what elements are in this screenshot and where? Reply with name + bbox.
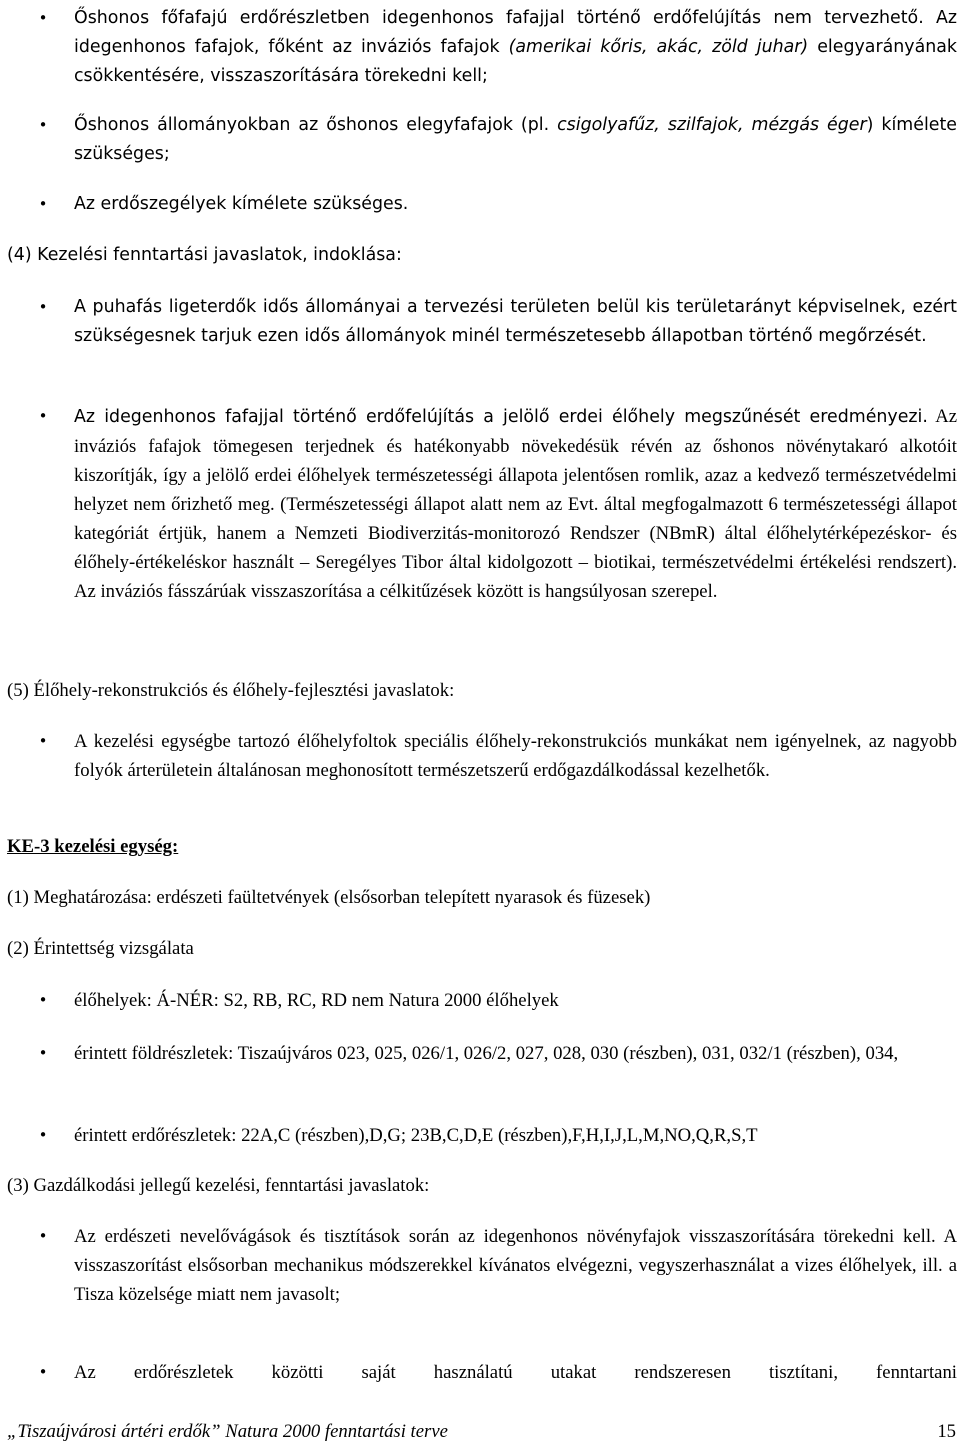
text-run: ) kímélete szükséges; [74,115,957,164]
bullet-marker: • [38,298,48,316]
bullet-marker: • [38,9,48,27]
footer-title: „Tiszaújvárosi ártéri erdők” Natura 2000 fenntartási terve [7,1421,448,1442]
text-run: Az inváziós fafajok tömegesen terjednek és hatékonyabb növekedésük révén az őshonos növénytakaró alkotóit kiszorítják, így a jelölő erdei élőhelyek természetességi állapota jelentősen romlik, azaz a kedvező természetvédelmi helyzet nem őrizhető meg. (Természetességi állapot alatt nem az Evt. által megfogalmazott 6 természetességi állapot kategóriát értjük, hanem a Nemzeti Biodiverzitás-monitorozó Rendszer (NBmR) által élőhelytérképezéskor- és élőhely-értékeléskor használt – Seregélyes Tibor által kidolgozott – biotikai, természetvédelmi értékelési rendszert). Az inváziós fásszárúak visszaszorítása a célkitűzések között is hangsúlyosan szerepel. [74,406,957,602]
paragraph-text: Az erdészeti nevelővágások és tisztítások során az idegenhonos növényfajok visszaszorítására törekedni kell. A visszaszorítást elsősorban mechanikus módszerekkel kívánatos elvégezni, vegyszerhasználat a vizes élőhelyek, ill. a Tisza közelsége miatt nem javasolt; [74,1226,957,1305]
bullet-marker: • [38,1227,48,1245]
list-item [74,111,957,169]
page-number: 15 [937,1421,956,1442]
text-run: Őshonos főfafajú erdőrészletben idegenhonos fafajjal történő erdőfelújítás nem tervezhető. Az idegenhonos fafajok, főként az inváziós fafajok [74,8,957,57]
list-item [74,1121,957,1150]
section-heading: (3) Gazdálkodási jellegű kezelési, fenntartási javaslatok: [7,1175,430,1196]
italic-species-names: (amerikai kőris, akác, zöld juhar) [508,37,809,57]
paragraph-text: A puhafás ligeterdők idős állományai a tervezési területen belül kis területarányt képviselnek, ezért szükségesnek tarjuk ezen idős állományok minél természetesebb állapotban történő megőrzését. [74,297,957,346]
italic-species-names: csigolyafűz, szilfajok, mézgás éger [557,115,867,135]
paragraph-text: Az erdőszegélyek kímélete szükséges. [74,194,409,214]
bullet-marker: • [38,195,48,213]
list-item [74,4,957,91]
paragraph-text: érintett földrészletek: Tiszaújváros 023, 025, 026/1, 026/2, 027, 028, 030 (részben), 031, 032/1 (részben), 034, [74,1043,899,1064]
bullet-marker: • [38,407,48,425]
bullet-marker: • [38,732,48,750]
text-run: elegyarányának csökkentésére, visszaszorítására törekedni kell; [74,37,957,86]
list-item [74,190,957,219]
list-item [74,402,957,606]
paragraph-text: élőhelyek: Á-NÉR: S2, RB, RC, RD nem Natura 2000 élőhelyek [74,990,559,1011]
management-unit-title: KE-3 kezelési egység: [7,836,179,857]
paragraph-text: A kezelési egységbe tartozó élőhelyfoltok speciális élőhely-rekonstrukciós munkákat nem igényelnek, az nagyobb folyók árterületein általánosan meghonosított természetszerű erdőgazdálkodással kezelhetők. [74,731,957,781]
text-run: Az idegenhonos fafajjal történő erdőfelújítás a jelölő erdei élőhely megszűnését eredményezi. [74,407,928,427]
list-item [74,1222,957,1309]
section-heading: (2) Érintettség vizsgálata [7,938,194,959]
list-item [74,727,957,785]
section-heading: (4) Kezelési fenntartási javaslatok, indoklása: [7,245,402,265]
list-item [74,293,957,351]
bullet-marker: • [38,1363,48,1381]
text-run: Őshonos állományokban az őshonos elegyfafajok (pl. [74,115,558,135]
bullet-marker: • [38,991,48,1009]
paragraph-text [74,402,957,606]
list-item [74,1358,957,1387]
paragraph-text: érintett erdőrészletek: 22A,C (részben),D,G; 23B,C,D,E (részben),F,H,I,J,L,M,NO,Q,R,S,T [74,1125,758,1146]
paragraph-text [74,4,957,91]
paragraph-text [74,111,957,169]
list-item [74,1039,957,1068]
bullet-marker: • [38,1126,48,1144]
list-item [74,986,957,1015]
bullet-marker: • [38,116,48,134]
bullet-marker: • [38,1044,48,1062]
paragraph-text: Az erdőrészletek közötti saját használatú utakat rendszeresen tisztítani, fenntartani [74,1362,957,1383]
section-heading: (5) Élőhely-rekonstrukciós és élőhely-fejlesztési javaslatok: [7,680,455,701]
definition-line: (1) Meghatározása: erdészeti faültetvények (elsősorban telepített nyarasok és füzesek) [7,887,651,908]
